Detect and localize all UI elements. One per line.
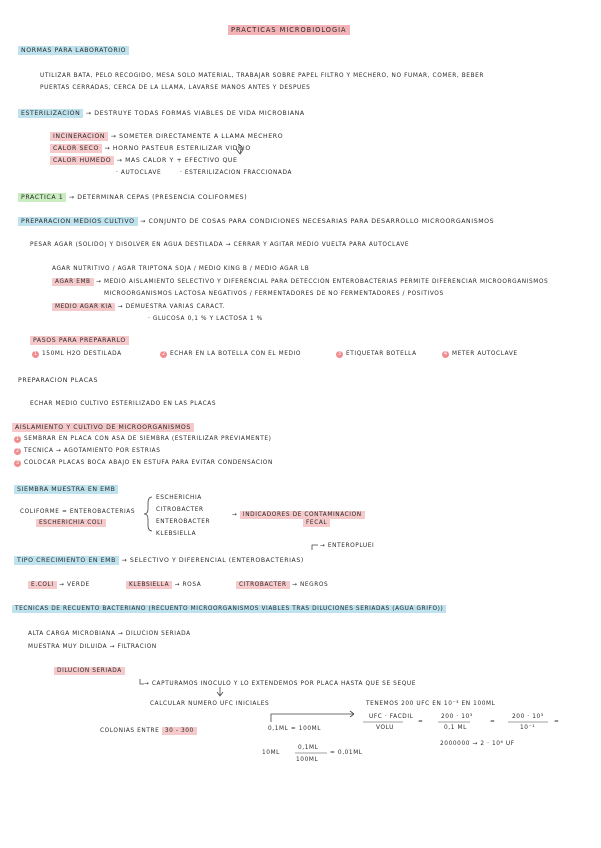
formula-numerator: UFC · FACDIL — [369, 714, 414, 720]
tenemos-text: TENEMOS 200 UFC EN 10⁻³ EN 100ΜL — [366, 701, 496, 707]
emb-label: AGAR EMB — [52, 278, 94, 286]
klebsiella-color-text: → ROSA — [174, 582, 202, 588]
d-denominator: 100ΜL — [296, 757, 319, 763]
coliforme-text: COLIFORME = ENTEROBACTERIAS — [20, 509, 136, 515]
incineracion-text: → SOMETER DIRECTAMENTE A LLAMA MECHERO — [110, 133, 284, 140]
indicadores-text: INDICADORES DE CONTAMINACION — [240, 511, 365, 519]
calor-seco-label: CALOR SECO — [50, 144, 102, 153]
enteropluei-text: → ENTEROPLUEI — [320, 543, 375, 549]
fraccionada-item: · ESTERILIZACION FRACCIONADA — [180, 170, 293, 176]
practica-text: → DETERMINAR CEPAS (PRESENCIA COLIFORMES) — [68, 194, 248, 201]
siembra-heading: SIEMBRA MUESTRA EN EMB — [14, 485, 118, 494]
tecnicas-heading: TECNICAS DE RECUENTO BACTERIANO (RECUENTO MICROORGANISMOS VIABLES TRAS DILUCIONES SERIADAS (AGUA GRIFO)) — [12, 605, 446, 613]
medios-def: → CONJUNTO DE COSAS PARA CONDICIONES NECESARIAS PARA DESARROLLO MICROORGANISMOS — [140, 218, 495, 225]
genus-klebsiella: KLEBSIELLA — [156, 531, 197, 537]
genus-enterobacter: ENTEROBACTER — [156, 519, 211, 525]
paso-4: 4 METER AUTOCLAVE — [443, 351, 518, 357]
aislamiento-3: 3 COLOCAR PLACAS BOCA ABAJO EN ESTUFA PARA EVITAR CONDENSACION — [15, 460, 273, 466]
normas-heading: NORMAS PARA LABORATORIO — [18, 46, 129, 55]
dilucion-heading: DILUCION SERIADA — [54, 667, 125, 675]
dilucion-text: → CAPTURAMOS INOCULO Y LO EXTENDEMOS POR PLACA HASTA QUE SE SEQUE — [144, 681, 416, 687]
calcular-text: CALCULAR NUMERO UFC INICIALES — [150, 701, 270, 707]
eq1-numerator: 200 · 10³ — [441, 714, 473, 720]
genus-escherichia: ESCHERICHIA — [156, 495, 202, 501]
paso-1: 1 150ML H2O DESTILADA — [33, 351, 122, 357]
d-numerator: 0,1ML — [298, 745, 319, 751]
eq2-numerator: 200 · 10³ — [512, 714, 544, 720]
genus-citrobacter: CITROBACTER — [156, 507, 204, 513]
klebsiella-color-label: KLEBSIELLA — [126, 581, 172, 589]
pesar-line: PESAR AGAR (SOLIDO) Y DISOLVER EN AGUA DESTILADA → CERRAR Y AGITAR MEDIO VUELTA PARA AUTOCLAVE — [30, 242, 410, 248]
emb-text: → MEDIO AISLAMIENTO SELECTIVO Y DIFERENCIAL PARA DETECCION ENTEROBACTERIAS PERMITE DIFERENCIAR MICROORGANISMOS — [96, 279, 549, 285]
autoclave-item: · AUTOCLAVE — [116, 170, 162, 176]
kia-text-2: · GLUCOSA 0,1 % Y LACTOSA 1 % — [148, 316, 263, 322]
volumen-text: 0,1ML = 100ΜL — [268, 726, 322, 732]
kia-label: MEDIO AGAR KIA — [52, 303, 115, 311]
practica-heading: PRACTICA 1 — [18, 193, 66, 202]
ecoli-text: ESCHERICHIA COLI — [36, 519, 106, 527]
eq1-denominator: 0,1 ML — [444, 725, 467, 731]
kia-text: → DEMUESTRA VARIAS CARACT. — [117, 304, 226, 310]
pasos-heading: PASOS PARA PREPARARLO — [30, 336, 129, 345]
normas-line-1: UTILIZAR BATA, PELO RECOGIDO, MESA SOLO MATERIAL, TRABAJAR SOBRE PAPEL FILTRO Y MECHERO, NO FUMAR, COMER, BEBER — [40, 73, 485, 79]
citrobacter-color-text: → NEGROS — [292, 582, 329, 588]
fecal-text: FECAL — [303, 519, 330, 527]
emb-text-2: MICROORGANISMOS LACTOSA NEGATIVOS / FERMENTADORES DE NO FERMENTADORES / POSITIVOS — [104, 291, 444, 297]
page-title: PRACTICAS MICROBIOLOGIA — [228, 25, 350, 35]
calor-humedo-text: → MAS CALOR Y + EFECTIVO QUE — [116, 157, 238, 164]
tecnicas-line-1: ALTA CARGA MICROBIANA → DILUCION SERIADA — [28, 631, 191, 637]
d-prefix: 10ΜL — [262, 750, 281, 756]
ecoli-color-text: → VERDE — [59, 582, 90, 588]
aislamiento-2: 2 TECNICA → AGOTAMIENTO POR ESTRIAS — [15, 448, 161, 454]
formula-denominator: VOLU — [376, 725, 395, 731]
paso-3: 3 ETIQUETAR BOTELLA — [337, 351, 417, 357]
calor-humedo-label: CALOR HUMEDO — [50, 156, 114, 165]
medios-heading: PREPARACION MEDIOS CULTIVO — [18, 217, 138, 226]
tecnicas-line-2: MUESTRA MUY DILUIDA → FILTRACION — [28, 644, 157, 650]
crecimiento-heading: TIPO CRECIMIENTO EN EMB — [14, 556, 119, 565]
aislamiento-1: 1 SEMBRAR EN PLACA CON ASA DE SIEMBRA (ESTERILIZAR PREVIAMENTE) — [15, 436, 272, 442]
esterilizacion-def: → DESTRUYE TODAS FORMAS VIABLES DE VIDA MICROBIANA — [85, 110, 305, 117]
d-result: = 0,01ML — [330, 750, 363, 756]
esterilizacion-heading: ESTERILIZACION — [18, 109, 83, 118]
calor-seco-text: → HORNO PASTEUR ESTERILIZAR VIDRIO — [104, 145, 251, 152]
aislamiento-heading: AISLAMIENTO Y CULTIVO DE MICROORGANISMOS — [12, 423, 194, 432]
citrobacter-color-label: CITROBACTER — [236, 581, 290, 589]
placas-text: ECHAR MEDIO CULTIVO ESTERILIZADO EN LAS PLACAS — [30, 401, 217, 407]
ecoli-color-label: E.COLI — [28, 581, 57, 589]
placas-heading: PREPARACION PLACAS — [18, 377, 99, 384]
incineracion-label: INCINERACION — [50, 132, 108, 141]
crecimiento-text: → SELECTIVO Y DIFERENCIAL (ENTEROBACTERIAS) — [121, 557, 304, 564]
paso-2: 2 ECHAR EN LA BOTELLA CON EL MEDIO — [161, 351, 302, 357]
colonias-text: COLONIAS ENTRE — [100, 728, 160, 734]
eq2-denominator: 10⁻¹ — [520, 725, 536, 731]
agares-line: AGAR NUTRITIVO / AGAR TRIPTONA SOJA / MEDIO KING B / MEDIO AGAR LB — [52, 266, 310, 272]
colonias-range: 30 - 300 — [162, 727, 197, 735]
result-text: 2000000 → 2 · 10⁶ UF — [440, 741, 515, 747]
normas-line-2: PUERTAS CERRADAS, CERCA DE LA LLAMA, LAVARSE MANOS ANTES Y DESPUES — [40, 85, 311, 91]
